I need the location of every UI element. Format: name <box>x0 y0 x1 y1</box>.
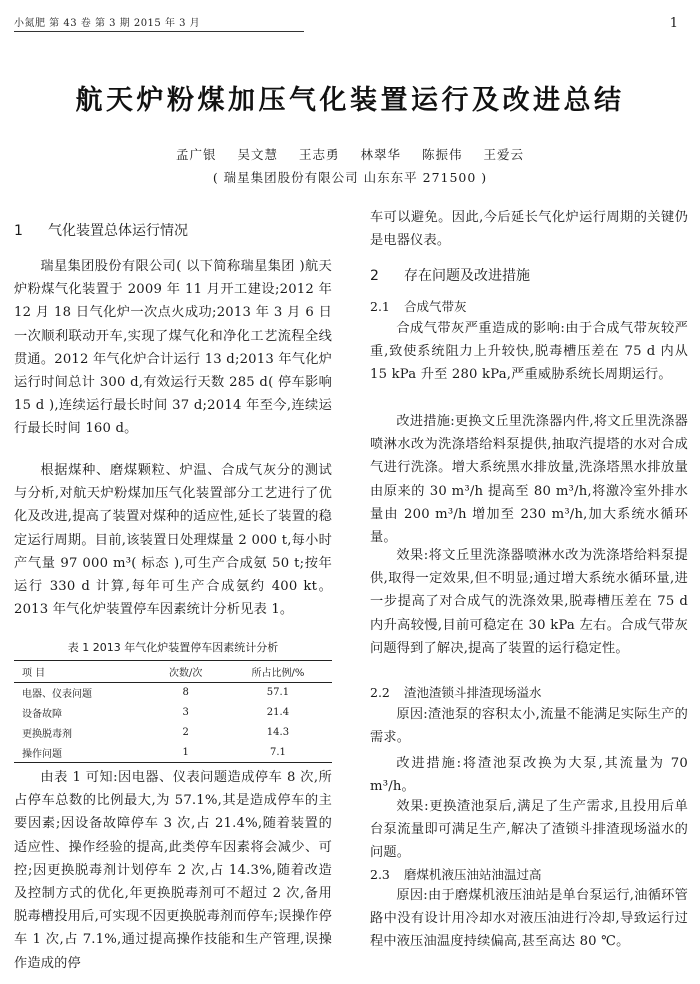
table-row <box>14 743 332 763</box>
author-name: 吴文慧 <box>237 147 278 162</box>
subsection-number: 2.2 <box>370 685 390 700</box>
table-cell: 14.3 <box>266 727 290 738</box>
table-row <box>14 723 332 743</box>
subsection-number: 2.1 <box>370 299 390 314</box>
section-1-paragraph-2: 根据煤种、磨煤颗粒、炉温、合成气灰分的测试与分析,对航天炉粉煤加压气化装置部分工艺进行了优化及改进,提高了装置对煤种的适应性,延长了装置的稳定运行周期。目前,该装置日处理煤量 2 000 t,每小时产气量 97 000 m³( 标态 ),可生产合成氨 50 t;按年运行 330 d 计算,每年可生产合成氨约 400 kt。2013 年气化炉装置停车因素统计分析见表 1。 <box>14 463 332 618</box>
table-cell: 57.1 <box>266 687 290 699</box>
table-cell: 8 <box>182 687 189 699</box>
subsection-2-1-paragraph-3: 效果:将文丘里洗涤器喷淋水改为洗涤塔给料泵提供,取得一定效果,但不明显;通过增大系统水循环量,进一步提高了对合成气的洗涤效果,脱毒槽压差在 75 d 内升高较慢,目前可稳定在 30 kPa 左右。合成气带灰问题得到了解决,提高了装置的运行稳定性。 <box>370 548 688 656</box>
column-header: 次数/次 <box>148 661 224 683</box>
subsection-title: 合成气带灰 <box>404 299 467 314</box>
section-number: 1 <box>14 223 23 239</box>
table-row <box>14 703 332 723</box>
table-1 <box>14 660 332 763</box>
column-header: 所占比例/% <box>224 661 332 683</box>
affiliation: ( 瑞星集团股份有限公司 山东东平 271500 ) <box>212 170 488 185</box>
subsection-2-3-heading <box>370 865 542 883</box>
subsection-2-2-heading <box>370 683 542 701</box>
author-name: 王爱云 <box>483 147 524 162</box>
table-cell: 设备故障 <box>22 709 62 720</box>
page-number: 1 <box>669 16 678 31</box>
table-cell: 2 <box>182 727 189 738</box>
table-cell: 操作问题 <box>14 743 148 763</box>
section-1-heading <box>14 220 188 240</box>
author-name: 陈振伟 <box>421 147 463 162</box>
section-1-paragraph-4: 车可以避免。因此,今后延长气化炉运行周期的关键仍是电器仪表。 <box>370 210 688 249</box>
author-name: 林翠华 <box>360 147 401 162</box>
subsection-title: 磨煤机液压油站油温过高 <box>404 867 542 882</box>
running-header: 小氮肥 第 43 卷 第 3 期 2015 年 3 月 <box>14 14 304 32</box>
table-cell: 1 <box>148 743 224 763</box>
table-1-caption: 表 1 2013 年气化炉装置停车因素统计分析 <box>67 641 279 654</box>
table-cell: 电器、仪表问题 <box>22 689 92 701</box>
subsection-2-2-paragraph-1: 原因:渣池泵的容积太小,流量不能满足实际生产的需求。 <box>370 707 688 746</box>
table-cell: 3 <box>182 707 189 718</box>
table-cell: 21.4 <box>266 707 290 718</box>
subsection-title: 渣池渣锁斗排渣现场溢水 <box>404 685 542 700</box>
author-name: 王志勇 <box>298 147 340 162</box>
subsection-2-2-paragraph-2: 改进措施:将渣池泵改换为大泵,其流量为 70 m³/h。 <box>370 756 688 795</box>
author-name: 孟广银 <box>175 147 217 162</box>
subsection-2-1-paragraph-2: 改进措施:更换文丘里洗涤器内件,将文丘里洗涤器喷淋水改为洗涤塔给料泵提供,抽取汽提塔的水对合成气进行洗涤。增大系统黑水排放量,洗涤塔黑水排放量由原来的 30 m³/h 提高至 80 m³/h,将激冷室外排水量由 200 m³/h 增加至 230 m³/h,加大系统水循环量。 <box>370 414 688 546</box>
section-1-paragraph-1: 瑞星集团股份有限公司( 以下简称瑞星集团 )航天炉粉煤气化装置于 2009 年 11 月开工建设;2012 年 12 月 18 日气化炉一次点火成功;2013 年 3 月 6 日一次顺利联动开车,实现了煤气化和净化工艺流程全线贯通。2012 年气化炉合计运行 13 d;2013 年气化炉运行时间总计 300 d,有效运行天数 285 d( 停车影响 15 d ),连续运行最长时间 37 d;2014 年至今,连续运行最长时间 160 d。 <box>14 259 332 437</box>
article-title: 航天炉粉煤加压气化装置运行及改进总结 <box>75 85 625 116</box>
section-number: 2 <box>370 268 379 284</box>
table-cell: 更换脱毒剂 <box>22 729 72 740</box>
table-header-row <box>14 661 332 683</box>
subsection-2-2-paragraph-3: 效果:更换渣池泵后,满足了生产需求,且投用后单台泵流量即可满足生产,解决了渣锁斗排渣现场溢水的问题。 <box>370 799 688 861</box>
section-1-paragraph-3: 由表 1 可知:因电器、仪表问题造成停车 8 次,所占停车总数的比例最大,为 57.1%,其是造成停车的主要因素;因设备故障停车 3 次,占 21.4%,随着装置的适应性、操作经验的提高,此类停车因素将会减少、可控;因更换脱毒剂计划停车 2 次,占 14.3%,随着改造及控制方式的优化,年更换脱毒剂可不超过 2 次,备用脱毒槽投用后,可实现不因更换脱毒剂而停车;误操作停车 1 次,占 7.1%,通过提高操作技能和生产管理,误操作造成的停 <box>14 770 332 971</box>
subsection-2-1-paragraph-1: 合成气带灰严重造成的影响:由于合成气带灰较严重,致使系统阻力上升较快,脱毒槽压差在 75 d 内从 15 kPa 升至 280 kPa,严重威胁系统长周期运行。 <box>370 321 688 383</box>
table-cell: 7.1 <box>224 743 332 763</box>
subsection-2-1-heading <box>370 297 467 315</box>
section-title: 气化装置总体运行情况 <box>48 223 188 239</box>
column-header: 项 目 <box>14 661 148 683</box>
subsection-number: 2.3 <box>370 867 390 882</box>
table-row <box>14 683 332 703</box>
subsection-2-3-paragraph-1: 原因:由于磨煤机液压油站是单台泵运行,油循环管路中没有设计用冷却水对液压油进行冷却,导致运行过程中液压油温度持续偏高,甚至高达 80 ℃。 <box>370 888 688 950</box>
author-list <box>0 145 700 163</box>
section-title: 存在问题及改进措施 <box>404 268 530 284</box>
section-2-heading <box>370 265 530 285</box>
